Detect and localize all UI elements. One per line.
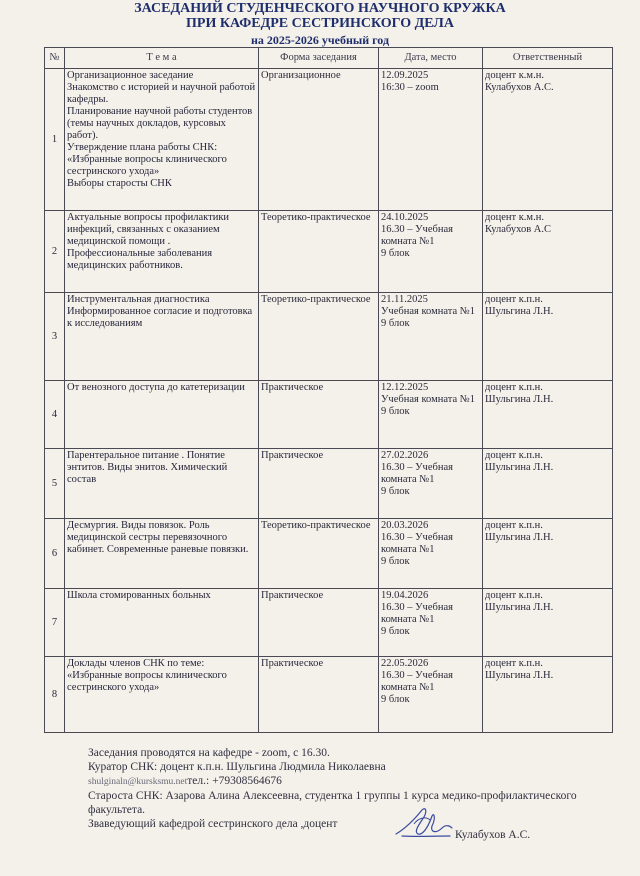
- date-cell: [379, 381, 483, 449]
- responsible-cell-line: доцент к.п.н.: [485, 520, 543, 531]
- column-header-responsible: Ответственный: [483, 48, 613, 69]
- document-title-year: на 2025-2026 учебный год: [250, 33, 390, 47]
- responsible-cell: [483, 589, 613, 657]
- footer-curator: Куратор СНК: доцент к.п.н. Шульгина Людмила Николаевна: [88, 761, 386, 773]
- date-cell-line: 16.30 – Учебная комната №1: [381, 602, 453, 625]
- date-cell-line: 20.03.2026: [381, 520, 429, 531]
- date-cell-line: 19.04.2026: [381, 590, 429, 601]
- topic-cell-line: Знакомство с историей и научной работой кафедры.: [67, 82, 256, 105]
- topic-cell: [65, 657, 259, 733]
- column-header-number: №: [45, 48, 65, 69]
- row-number: 7: [45, 589, 65, 657]
- date-cell-line: 9 блок: [381, 626, 410, 637]
- column-header-topic: Т е м а: [65, 48, 259, 69]
- date-cell-line: 9 блок: [381, 694, 410, 705]
- date-cell-line: 22.05.2026: [381, 658, 429, 669]
- topic-cell-line: Школа стомированных больных: [67, 590, 211, 601]
- form-cell: Практическое: [259, 449, 379, 519]
- topic-cell-line: Парентеральное питание . Понятие энтитов. Виды энитов. Химический состав: [67, 450, 228, 485]
- responsible-cell: [483, 657, 613, 733]
- form-cell: Практическое: [259, 381, 379, 449]
- date-cell: [379, 657, 483, 733]
- row-number: 2: [45, 211, 65, 293]
- topic-cell-line: Утверждение плана работы СНК: «Избранные вопросы клинического сестринского ухода»: [67, 142, 227, 177]
- form-cell: Теоретико-практическое: [259, 293, 379, 381]
- curator-phone: тел.: +79308564676: [187, 775, 282, 787]
- date-cell-line: 16:30 – zoom: [381, 82, 439, 93]
- responsible-cell-line: Кулабухов А.С: [485, 224, 551, 235]
- responsible-cell-line: Шульгина Л.Н.: [485, 306, 554, 317]
- date-cell: [379, 211, 483, 293]
- table-row: [45, 449, 613, 519]
- responsible-cell-line: доцент к.п.н.: [485, 590, 543, 601]
- document-title-line1: ЗАСЕДАНИЙ СТУДЕНЧЕСКОГО НАУЧНОГО КРУЖКА: [134, 1, 506, 16]
- date-cell-line: 12.09.2025: [381, 70, 429, 81]
- date-cell-line: 9 блок: [381, 486, 410, 497]
- topic-cell: [65, 293, 259, 381]
- topic-cell-line: Доклады членов СНК по теме:: [67, 658, 205, 669]
- date-cell-line: 24.10.2025: [381, 212, 429, 223]
- table-row: [45, 589, 613, 657]
- table-row: [45, 519, 613, 589]
- row-number: 4: [45, 381, 65, 449]
- date-cell-line: 9 блок: [381, 556, 410, 567]
- responsible-cell-line: Кулабухов А.С.: [485, 82, 554, 93]
- signature-image: [392, 806, 454, 842]
- form-cell: Практическое: [259, 657, 379, 733]
- topic-cell: [65, 69, 259, 211]
- topic-cell-line: Организационное заседание: [67, 70, 194, 81]
- table-row: [45, 381, 613, 449]
- row-number: 1: [45, 69, 65, 211]
- footer-head-student: Староста СНК: Азарова Алина Алексеевна, студентка 1 группы 1 курса медико-профилактического факультета.: [88, 790, 577, 816]
- table-row: [45, 293, 613, 381]
- table-row: [45, 657, 613, 733]
- footer: [88, 746, 628, 831]
- responsible-cell: [483, 211, 613, 293]
- footer-department-head: Зваведующий кафедрой сестринского дела ,доцент: [88, 818, 338, 830]
- topic-cell-line: От венозного доступа до катетеризации: [67, 382, 245, 393]
- date-cell-line: 9 блок: [381, 406, 410, 417]
- responsible-cell-line: доцент к.м.н.: [485, 70, 544, 81]
- responsible-cell-line: доцент к.п.н.: [485, 450, 543, 461]
- column-header-date: Дата, место: [379, 48, 483, 69]
- curator-email: shulginaln@kursksmu.net: [88, 777, 188, 787]
- form-cell: Организационное: [259, 69, 379, 211]
- topic-cell-line: Актуальные вопросы профилактики инфекций, связанных с оказанием медицинской помощи .: [67, 212, 230, 247]
- form-cell: Теоретико-практическое: [259, 211, 379, 293]
- topic-cell-line: Десмургия. Виды повязок. Роль медицинской сестры перевязочного кабинет. Современные раневые повязки.: [67, 520, 249, 555]
- row-number: 8: [45, 657, 65, 733]
- date-cell: [379, 589, 483, 657]
- date-cell-line: 16.30 – Учебная комната №1: [381, 670, 453, 693]
- signer-name: Кулабухов А.С.: [455, 829, 531, 841]
- topic-cell-line: Выборы старосты СНК: [67, 178, 172, 189]
- column-header-form: Форма заседания: [259, 48, 379, 69]
- responsible-cell-line: доцент к.п.н.: [485, 294, 543, 305]
- date-cell: [379, 449, 483, 519]
- date-cell: [379, 519, 483, 589]
- date-cell: [379, 69, 483, 211]
- responsible-cell: [483, 293, 613, 381]
- topic-cell-line: Профессиональные заболевания медицинских работников.: [67, 248, 213, 271]
- responsible-cell: [483, 519, 613, 589]
- date-cell-line: 16.30 – Учебная комната №1: [381, 532, 453, 555]
- responsible-cell: [483, 381, 613, 449]
- row-number: 5: [45, 449, 65, 519]
- footer-meeting-info: Заседания проводятся на кафедре - zoom, с 16.30.: [88, 747, 330, 759]
- responsible-cell-line: Шульгина Л.Н.: [485, 670, 554, 681]
- topic-cell: [65, 449, 259, 519]
- row-number: 3: [45, 293, 65, 381]
- topic-cell-line: Инструментальная диагностика Информированное согласие и подготовка к исследованиям: [67, 294, 253, 329]
- date-cell-line: 21.11.2025: [381, 294, 428, 305]
- table-header-row: [45, 48, 613, 69]
- date-cell-line: Учебная комната №1: [381, 394, 475, 405]
- responsible-cell-line: доцент к.п.н.: [485, 658, 543, 669]
- date-cell: [379, 293, 483, 381]
- responsible-cell-line: доцент к.п.н.: [485, 382, 543, 393]
- topic-cell-line: Планирование научной работы студентов (темы научных докладов, курсовых работ).: [67, 106, 253, 141]
- responsible-cell-line: доцент к.м.н.: [485, 212, 544, 223]
- topic-cell: [65, 519, 259, 589]
- responsible-cell-line: Шульгина Л.Н.: [485, 532, 554, 543]
- table-row: [45, 69, 613, 211]
- row-number: 6: [45, 519, 65, 589]
- date-cell-line: 9 блок: [381, 318, 410, 329]
- responsible-cell: [483, 69, 613, 211]
- date-cell-line: 16.30 – Учебная комната №1: [381, 224, 453, 247]
- document-title-line2: ПРИ КАФЕДРЕ СЕСТРИНСКОГО ДЕЛА: [186, 16, 454, 31]
- topic-cell: [65, 589, 259, 657]
- topic-cell-line: «Избранные вопросы клинического сестринского ухода»: [67, 670, 227, 693]
- form-cell: Практическое: [259, 589, 379, 657]
- table-row: [45, 211, 613, 293]
- footer-contacts: [88, 774, 628, 789]
- date-cell-line: 27.02.2026: [381, 450, 429, 461]
- date-cell-line: Учебная комната №1: [381, 306, 475, 317]
- date-cell-line: 16.30 – Учебная комната №1: [381, 462, 453, 485]
- responsible-cell: [483, 449, 613, 519]
- responsible-cell-line: Шульгина Л.Н.: [485, 602, 554, 613]
- topic-cell: [65, 211, 259, 293]
- schedule-table: [44, 47, 613, 733]
- topic-cell: [65, 381, 259, 449]
- responsible-cell-line: Шульгина Л.Н.: [485, 394, 554, 405]
- date-cell-line: 12.12.2025: [381, 382, 429, 393]
- date-cell-line: 9 блок: [381, 248, 410, 259]
- form-cell: Теоретико-практическое: [259, 519, 379, 589]
- responsible-cell-line: Шульгина Л.Н.: [485, 462, 554, 473]
